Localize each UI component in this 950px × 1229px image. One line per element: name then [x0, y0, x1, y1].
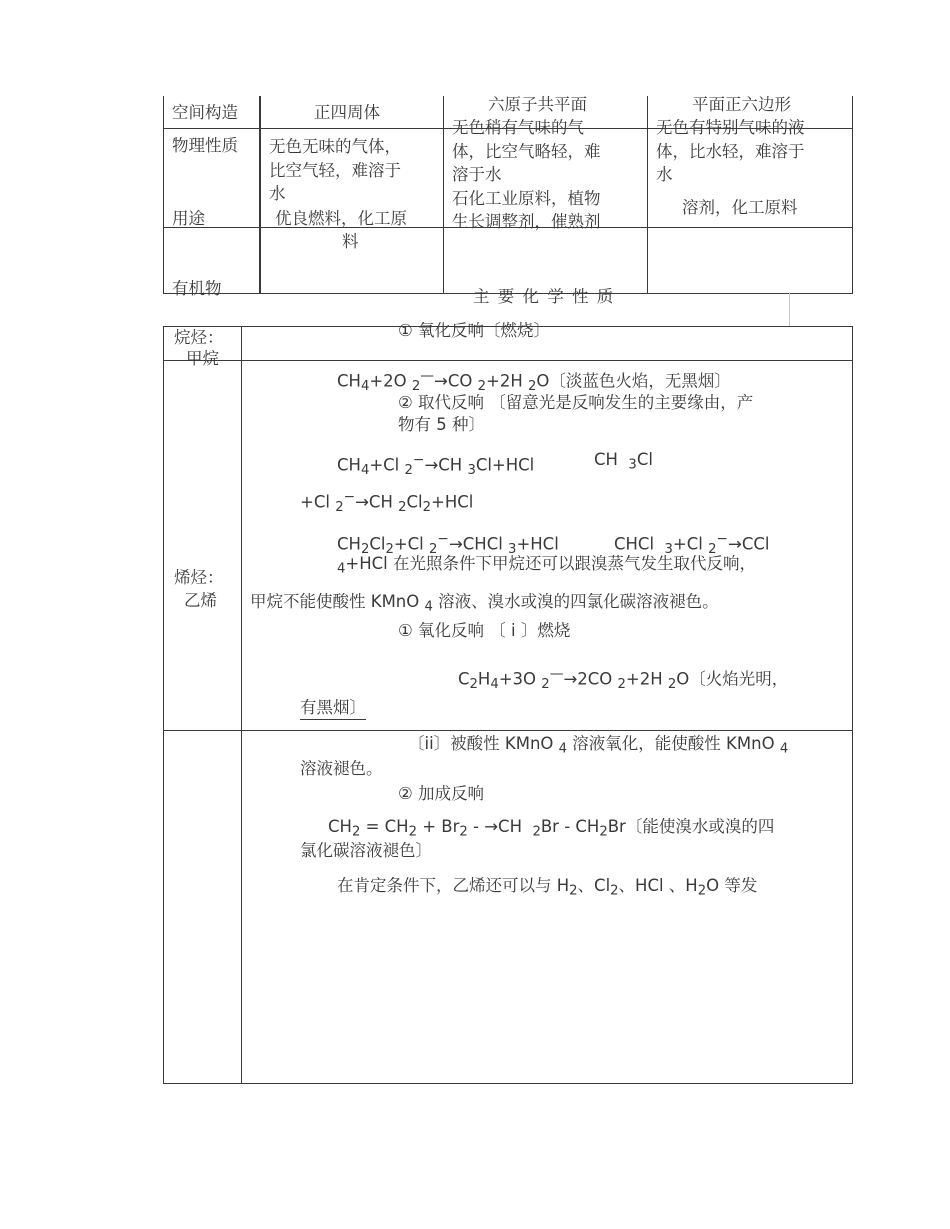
addition-heading: ② 加成反响 [398, 784, 485, 803]
main-table-divider [241, 326, 242, 1084]
methane-spatial: 正四周体 [314, 103, 380, 122]
ethylene-use-1: 石化工业原料，植物 [452, 189, 601, 208]
methane-use-1: 优良燃料，化工原 [275, 209, 407, 228]
sub-eq-3: $CH_2Cl_2+Cl$ $_2$−→CHCl $_3$+HCl [337, 531, 559, 557]
methane-physical-3: 水 [269, 184, 286, 203]
benzene-physical-2: 体，比水轻，难溶于 [656, 142, 805, 161]
ii-line-2: 溶液褪色。 [300, 759, 383, 778]
ii-line-1: 〔ii〕被酸性 KMnO $_4$ 溶液氧化，能使酸性 KMnO $_4$ [408, 734, 789, 757]
gap-divider [789, 293, 790, 326]
bromine-note: 在光照条件下甲烷还可以跟溴蒸气发生取代反响， [392, 554, 756, 573]
sub-eq-4-start: CHCl $_3$+Cl $_2$−→CCl [614, 531, 770, 557]
ethylene-use-2: 生长调整剂，催熟剂 [452, 212, 601, 231]
alkene-label-1: 烯烃： [174, 568, 224, 587]
kmno4-note: 甲烷不能使酸性 KMnO $_4$ 溶液、溴水或溴的四氯化碳溶液褪色。 [250, 592, 719, 615]
benzene-use: 溶剂，化工原料 [682, 198, 798, 217]
alkane-label-2: 甲烷 [186, 349, 219, 368]
substitution-heading-2: 物有 5 种〕 [398, 415, 485, 434]
top-table-right-border [852, 96, 853, 293]
top-table-divider-2 [443, 96, 444, 293]
benzene-physical-3: 水 [656, 165, 673, 184]
top-table-divider-1 [259, 96, 261, 293]
row-label-physical: 物理性质 [172, 136, 238, 155]
methane-physical-2: 比空气轻，难溶于 [269, 161, 401, 180]
main-table-row-line-2 [163, 730, 853, 731]
methane-combustion-note: 〔淡蓝色火焰，无黑烟〕 [549, 371, 731, 391]
substitution-heading-1: ② 取代反响 〔留意光是反响发生的主要缘由，产 [398, 393, 754, 412]
benzene-physical-1: 无色有特别气味的液 [656, 118, 805, 137]
organic-label: 有机物 [172, 279, 222, 298]
row-label-use: 用途 [172, 209, 205, 228]
top-table-divider-3 [647, 96, 648, 293]
ethylene-combustion-note-2: 有黑烟〕 [300, 697, 366, 720]
main-table-row-line-1 [163, 360, 853, 361]
ethylene-spatial: 六原子共平面 [488, 95, 587, 114]
benzene-spatial: 平面正六边形 [692, 95, 791, 114]
alkene-oxidation-heading: ① 氧化反响 〔 i 〕燃烧 [398, 621, 571, 640]
sub-eq-4-end: $_4$+HCl 在光照条件下甲烷还可以跟溴蒸气发生取代反响， [337, 554, 756, 577]
addition-note-1: 〔能使溴水或溴的四 [625, 817, 775, 836]
methane-combustion-eq: $CH_4+2O$ $_2$—→CO $_2$+2H $_2$O〔淡蓝色火焰，无黑烟〕 [337, 368, 731, 394]
ethylene-physical-1: 无色稍有气味的气 [452, 118, 584, 137]
methane-physical-1: 无色无味的气体， [269, 137, 401, 156]
alkene-label-2: 乙烯 [184, 591, 217, 610]
top-table-left-border [163, 96, 164, 293]
sub-eq-2-end: +Cl $_2$−→CH $_2Cl_2+HCl$ [300, 489, 474, 515]
addition-eq: $CH_2 = CH_2 + Br_2 - \to CH$ $_2Br - CH_2Br$〔能使溴水或溴的四 [328, 817, 775, 840]
sub-eq-1: $CH_4+Cl$ $_2$−→CH $_3$Cl+HCl [337, 452, 535, 478]
alkane-oxidation-heading: ① 氧化反响〔燃烧〕 [398, 321, 551, 340]
ethylene-combustion-eq: $C_2H_4+3O$ $_2$—→2CO $_2$+2H $_2$O〔火焰光明， [458, 666, 789, 692]
ethylene-combustion-note-1: 〔火焰光明， [689, 669, 789, 689]
ethylene-physical-3: 溶于水 [452, 165, 502, 184]
alkane-label-1: 烷烃： [174, 328, 224, 347]
sub-eq-2-start: CH $_3$Cl [594, 450, 653, 473]
main-table-left-border [163, 326, 164, 1084]
ethylene-physical-2: 体，比空气略轻，难 [452, 142, 601, 161]
main-table-bottom-line [163, 1083, 853, 1084]
methane-use-2: 料 [342, 232, 359, 251]
main-props-heading: 主要化学性质 [473, 287, 622, 306]
main-table-right-border [852, 326, 853, 1084]
more-reactions-line: 在肯定条件下，乙烯还可以与 $H_2$、$Cl_2$、HCl 、$H_2O$ 等发 [337, 876, 758, 899]
addition-note-2: 氯化碳溶液褪色〕 [300, 841, 432, 860]
row-label-spatial: 空间构造 [172, 103, 238, 122]
